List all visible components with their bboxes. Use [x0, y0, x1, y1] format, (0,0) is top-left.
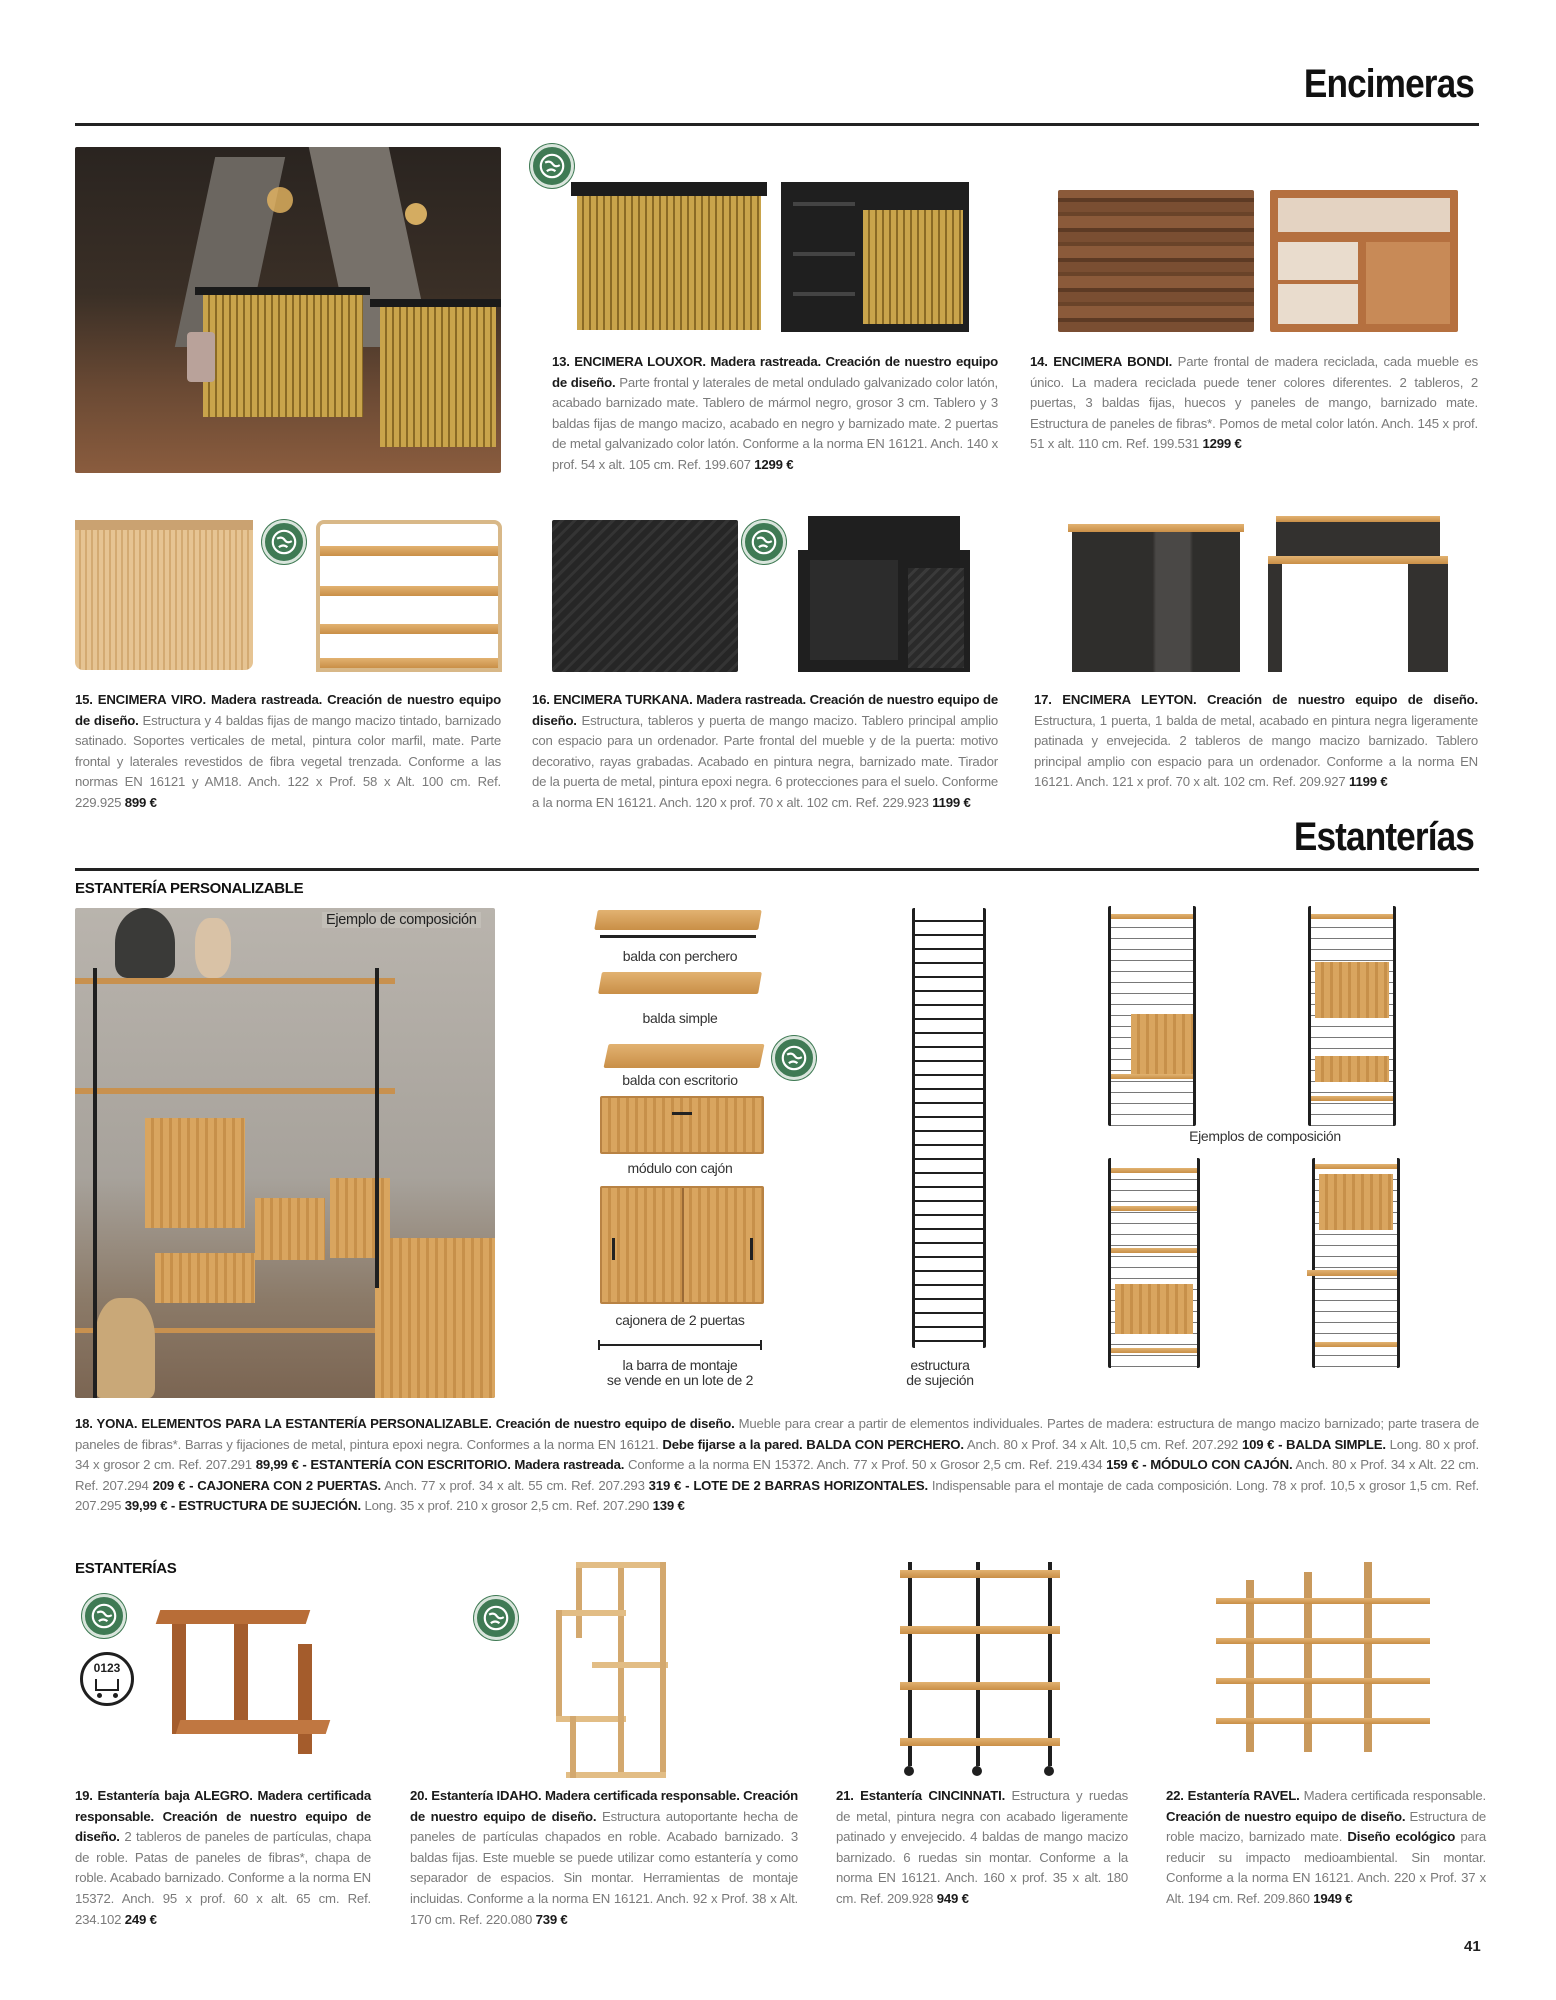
label-balda-simple: balda simple	[642, 1010, 718, 1026]
yona-bold-2: - BALDA SIMPLE.	[1278, 1436, 1386, 1452]
section-rule-estanterias	[75, 868, 1479, 871]
image-louxor-back	[781, 182, 969, 332]
eco-globe-icon-19	[82, 1594, 126, 1638]
image-turkana-back	[798, 516, 970, 672]
image-viro-front	[75, 520, 253, 672]
product-tagline-17: Creación de nuestro equipo de diseño.	[1206, 692, 1479, 707]
product-body-20: Estructura autoportante hecha de paneles de partículas chapados en roble. Acabado barnizado. 3 baldas fijas. Este mueble se puede utilizar como estantería y como separador de espacios. Sin montar. Herramientas de montaje incluidas. Conforme a la norma EN 16121. Anch. 92 x Prof. 38 x Alt. 170 cm. Ref. 220.080	[410, 1808, 798, 1927]
product-body-21: Estructura y ruedas de metal, pintura negra con acabado ligeramente patinado y envejecido. 4 baldas de mango macizo barnizado. 6 ruedas sin montar. Conforme a la norma EN 16121. Anch. 160 x prof. 35 x alt. 180 cm. Ref. 209.928	[836, 1788, 1129, 1906]
price-15: 899 €	[124, 794, 157, 810]
product-name-17: 17. ENCIMERA LEYTON.	[1034, 692, 1197, 707]
yona-text-1: Mueble para crear a partir de elementos individuales. Partes de madera: estructura de mango macizo barnizado; parte trasera de paneles de fibras*. Barras y fijaciones de metal, pintura epoxi negra. Conformes a la norma EN 16121.	[75, 1416, 1480, 1452]
yona-bold-5: - CAJONERA CON 2 PUERTAS.	[189, 1477, 381, 1493]
image-composition-example-3	[1108, 1158, 1200, 1368]
image-viro-back	[316, 520, 502, 672]
image-leyton-front	[1068, 524, 1244, 672]
image-balda-simple	[598, 972, 762, 994]
description-18	[75, 1414, 1479, 1517]
product-name-22: 22. Estantería RAVEL.	[1166, 1788, 1300, 1803]
description-15	[75, 690, 501, 814]
page-number: 41	[1464, 1938, 1481, 1955]
eco-globe-icon-15	[262, 520, 306, 564]
product-body-16: Estructura, tableros y puerta de mango macizo. Tablero principal amplio con espacio para un ordenador. Parte frontal del mueble y de la puerta: motivo decorativo, rayas grabadas. Acabado en pintura negra, barnizado mate. Tirador de la puerta de metal, pintura epoxi negra. 6 protecciones para el suelo. Conforme a la norma EN 16121. Anch. 120 x prof. 70 x alt. 102 cm. Ref. 229.923	[532, 712, 998, 810]
description-17	[1034, 690, 1478, 793]
product-name-20: 20. Estantería IDAHO. Madera certificada responsable. Creación de nuestro equipo de diseño.	[410, 1788, 798, 1824]
price-16: 1199 €	[932, 794, 971, 810]
image-leyton-back	[1268, 516, 1448, 672]
image-balda-con-escritorio	[603, 1044, 764, 1068]
yona-text-7: Indispensable para el montaje de cada composición. Long. 78 x prof. 10,5 x grosor 1,5 cm. Ref. 207.295	[75, 1477, 1479, 1514]
image-estructura-de-sujecion	[912, 908, 986, 1348]
product-body-19: 2 tableros de paneles de partículas, chapa de roble. Patas de paneles de fibras*, chapa de roble. Acabado barnizado. Conforme a la norma EN 15372. Anch. 95 x prof. 60 x alt. 65 cm. Ref. 234.102	[75, 1829, 371, 1927]
yona-lead: 18. YONA. ELEMENTOS PARA LA ESTANTERÍA PERSONALIZABLE. Creación de nuestro equipo de diseño.	[75, 1416, 735, 1431]
section-title-estanterias: Estanterías	[1293, 815, 1474, 859]
label-estructura-1: estructura	[910, 1357, 970, 1373]
photo-louxor-lobby	[75, 147, 501, 473]
yona-text-8: Long. 35 x prof. 210 x grosor 2,5 cm. Ref. 207.290	[364, 1498, 650, 1514]
description-19	[75, 1786, 371, 1930]
image-estanteria-idaho	[556, 1562, 668, 1780]
yona-bold-7: - ESTRUCTURA DE SUJECIÓN.	[170, 1498, 361, 1514]
image-cajonera-2-puertas	[600, 1186, 764, 1304]
product-name-13: 13. ENCIMERA LOUXOR.	[552, 354, 706, 369]
image-composition-example-4	[1312, 1158, 1400, 1368]
image-composition-example-2	[1308, 906, 1396, 1126]
product-tagline-15: Madera rastreada. Creación de nuestro equipo de diseño.	[75, 692, 501, 728]
price-20: 739 €	[535, 1911, 568, 1927]
label-barra-montaje-2: se vende en un lote de 2	[606, 1372, 754, 1388]
subheading-estanteria-personalizable: ESTANTERÍA PERSONALIZABLE	[75, 880, 304, 897]
label-barra-montaje-1: la barra de montaje	[622, 1357, 738, 1373]
eco-globe-icon-20	[474, 1596, 518, 1640]
product-body-17: Estructura, 1 puerta, 1 balda de metal, acabado en pintura negra ligeramente patinada y envejecida. 2 tableros de mango macizo barnizado. Tablero principal amplio con espacio para un ordenador. Conforme a la norma EN 16121. Anch. 121 x prof. 70 x alt. 102 cm. Ref. 209.927	[1034, 712, 1478, 790]
product-body-15: Estructura y 4 baldas fijas de mango macizo tintado, barnizado satinado. Soportes verticales de metal, pintura color marfil, mate. Parte frontal y laterales revestidos de fibra vegetal trenzada. Conforme a las normas EN 16121 y AM18. Anch. 122 x Prof. 58 x Alt. 100 cm. Ref. 229.925	[75, 712, 501, 810]
subheading-estanterias: ESTANTERÍAS	[75, 1560, 177, 1577]
price-19: 249 €	[124, 1911, 157, 1927]
image-composition-example-1	[1108, 906, 1196, 1126]
photo-yona-composition	[75, 908, 495, 1398]
description-14	[1030, 352, 1478, 455]
composition-example-label: Ejemplo de composición	[322, 912, 481, 928]
yona-bold-3: - ESTANTERÍA CON ESCRITORIO. Madera rastreada.	[302, 1457, 625, 1473]
yona-price-3: 159 €	[1106, 1457, 1139, 1473]
yona-price-7: 139 €	[652, 1498, 685, 1514]
image-estanteria-alegro	[148, 1610, 328, 1762]
product-tagline-16: Madera rastreada. Creación de nuestro equipo de diseño.	[532, 692, 998, 728]
image-louxor-front	[571, 182, 767, 332]
yona-text-4: Conforme a la norma EN 15372. Anch. 77 x Prof. 50 x Grosor 2,5 cm. Ref. 219.434	[628, 1457, 1103, 1473]
image-estanteria-ravel	[1216, 1562, 1430, 1762]
perchero-bar	[600, 935, 756, 938]
eco-globe-icon-13	[530, 144, 574, 188]
product-name-19: 19. Estantería baja ALEGRO. Madera certificada responsable. Creación de nuestro equipo de diseño.	[75, 1788, 371, 1845]
image-turkana-front	[552, 520, 738, 672]
image-barra-de-montaje	[598, 1340, 762, 1350]
price-17: 1199 €	[1349, 774, 1388, 790]
badge-0123-text: 0123	[93, 1661, 121, 1675]
image-bondi-front	[1058, 190, 1254, 332]
image-bondi-back	[1270, 190, 1458, 332]
compositions-examples-label: Ejemplos de composición	[1189, 1128, 1341, 1144]
product-body-14: Parte frontal de madera reciclada, cada mueble es único. La madera reciclada puede tener colores diferentes. 2 tableros, 2 puertas, 3 baldas fijas, huecos y paneles de mango, barnizado mate. Estructura de paneles de fibras*. Pomos de metal color latón. Anch. 145 x prof. 51 x alt. 110 cm. Ref. 199.531	[1030, 354, 1478, 452]
label-cajonera-2-puertas: cajonera de 2 puertas	[615, 1312, 745, 1328]
yona-text-5: Anch. 80 x Prof. 34 x Alt. 22 cm. Ref. 207.294	[75, 1457, 1480, 1493]
yona-text-3: Long. 80 x prof. 34 x grosor 2 cm. Ref. 207.291	[75, 1436, 1479, 1473]
yona-bold-1: Debe fijarse a la pared. BALDA CON PERCHERO.	[662, 1436, 964, 1452]
price-22: 1949 €	[1313, 1890, 1353, 1906]
description-22	[1166, 1786, 1486, 1910]
yona-bold-6: - LOTE DE 2 BARRAS HORIZONTALES.	[685, 1477, 928, 1493]
product-bold-22c: Diseño ecológico	[1347, 1829, 1456, 1845]
eco-globe-icon-18	[772, 1036, 816, 1080]
description-20	[410, 1786, 798, 1930]
yona-text-2: Anch. 80 x Prof. 34 x Alt. 10,5 cm. Ref. 207.292	[966, 1436, 1239, 1452]
product-body-22b: Estructura de roble macizo, barnizado mate.	[1166, 1808, 1486, 1845]
yona-price-4: 209 €	[152, 1477, 186, 1493]
image-estanteria-cincinnati	[900, 1562, 1060, 1776]
eco-globe-icon-16	[742, 520, 786, 564]
yona-text-6: Anch. 77 x prof. 34 x alt. 55 cm. Ref. 207.293	[384, 1477, 645, 1493]
product-tagline-13: Madera rastreada. Creación de nuestro equipo de diseño.	[552, 354, 998, 390]
price-13: 1299 €	[754, 456, 794, 472]
product-name-14: 14. ENCIMERA BONDI.	[1030, 354, 1173, 369]
description-16	[532, 690, 998, 814]
section-rule-encimeras	[75, 123, 1479, 126]
product-bold-22b: Creación de nuestro equipo de diseño.	[1166, 1808, 1406, 1824]
label-balda-con-escritorio: balda con escritorio	[622, 1072, 738, 1088]
product-name-21: 21. Estantería CINCINNATI.	[836, 1788, 1006, 1803]
cart-0123-icon	[80, 1652, 134, 1706]
yona-price-2: 89,99 €	[255, 1457, 299, 1473]
label-balda-con-perchero: balda con perchero	[622, 948, 738, 964]
yona-price-1: 109 €	[1241, 1436, 1275, 1452]
product-body-13: Parte frontal y laterales de metal ondulado galvanizado color latón, acabado barnizado mate. Tablero de mármol negro, grosor 3 cm. Tablero y 3 baldas fijas de mango macizo, acabado en negro y barnizado mate. 2 puertas de metal galvanizado color latón. Conforme a la norma EN 16121. Anch. 140 x prof. 54 x alt. 105 cm. Ref. 199.607	[552, 374, 999, 472]
description-13	[552, 352, 998, 476]
image-modulo-con-cajon	[600, 1096, 764, 1154]
label-estructura-2: de sujeción	[906, 1372, 974, 1388]
section-title-encimeras: Encimeras	[1303, 62, 1474, 106]
price-21: 949 €	[936, 1890, 969, 1906]
yona-bold-4: - MÓDULO CON CAJÓN.	[1142, 1457, 1293, 1473]
yona-price-6: 39,99 €	[124, 1498, 168, 1514]
price-14: 1299 €	[1202, 436, 1242, 452]
description-21	[836, 1786, 1128, 1910]
product-name-15: 15. ENCIMERA VIRO.	[75, 692, 206, 707]
product-body-22c: para reducir su impacto medioambiental. Sin montar. Conforme a la norma EN 16121. Anch. 220 x Prof. 37 x Alt. 194 cm. Ref. 209.860	[1166, 1829, 1487, 1906]
product-body-22a: Madera certificada responsable.	[1303, 1788, 1487, 1803]
product-name-16: 16. ENCIMERA TURKANA.	[532, 692, 693, 707]
image-balda-con-perchero	[594, 910, 762, 930]
label-modulo-con-cajon: módulo con cajón	[627, 1160, 733, 1176]
yona-price-5: 319 €	[648, 1477, 682, 1493]
